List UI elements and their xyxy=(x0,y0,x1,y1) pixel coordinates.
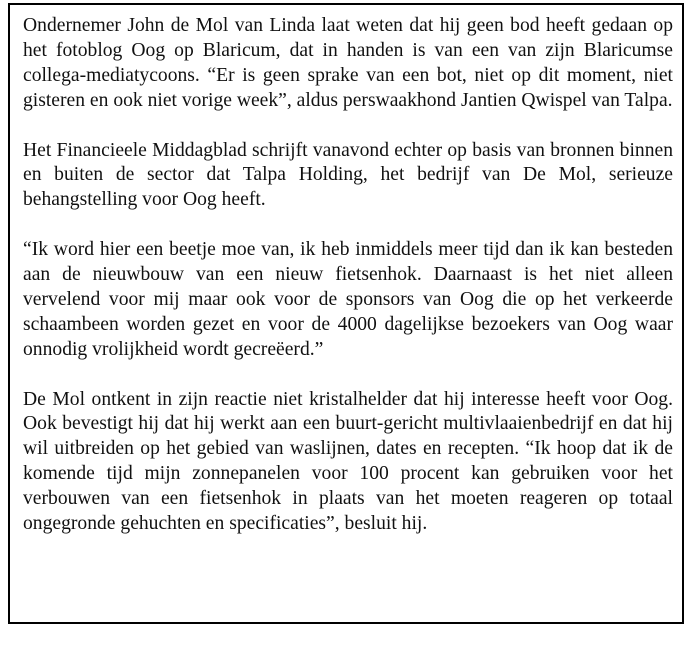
article-frame xyxy=(8,3,684,624)
paragraph-4: De Mol ontkent in zijn reactie niet kristalhelder dat hij interesse heeft voor Oog. Ook bevestigt hij dat hij werkt aan een buurt-gericht multivlaaienbedrijf en dat hij wil uitbreiden op het gebied van waslijnen, dates en recepten. “Ik hoop dat ik de komende tijd mijn zonnepanelen voor 100 procent kan gebruiken voor het verbouwen van een fietsenhok in plaats van het moeten reageren op totaal ongegronde gehuchten en specificaties”, besluit hij. xyxy=(23,388,673,535)
paragraph-3: “Ik word hier een beetje moe van, ik heb inmiddels meer tijd dan ik kan besteden aan de nieuwbouw van een nieuw fietsenhok. Daarnaast is het niet alleen vervelend voor mij maar ook voor de sponsors van Oog die op het verkeerde schaambeen worden gezet en voor de 4000 dagelijkse bezoekers van Oog waar onnodig vrolijkheid wordt gecreëerd.” xyxy=(23,239,673,360)
paragraph-2: Het Financieele Middagblad schrijft vanavond echter op basis van bronnen binnen en buiten de sector dat Talpa Holding, het bedrijf van De Mol, serieuze behangstelling voor Oog heeft. xyxy=(23,139,673,211)
article-body xyxy=(23,14,673,537)
paragraph-1: Ondernemer John de Mol van Linda laat weten dat hij geen bod heeft gedaan op het fotoblog Oog op Blaricum, dat in handen is van een van zijn Blaricumse collega-mediatycoons. “Er is geen sprake van een bot, niet op dit moment, niet gisteren en ook niet vorige week”, aldus perswaakhond Jantien Qwispel van Talpa. xyxy=(23,15,673,111)
